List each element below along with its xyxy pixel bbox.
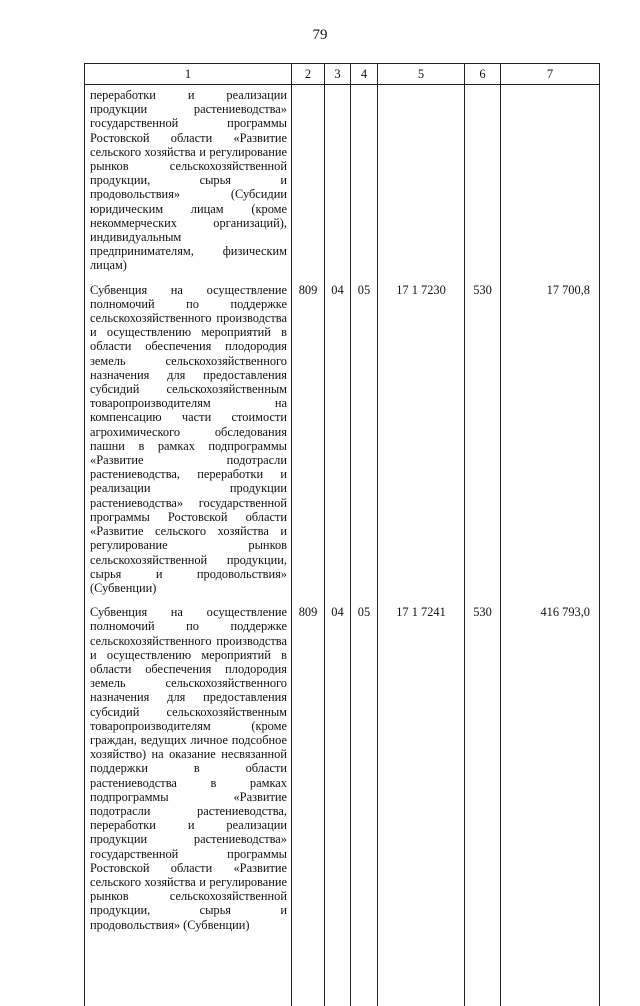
header-col-1: 1 xyxy=(85,64,292,85)
filler-cell xyxy=(351,946,378,1006)
row-name-text: Субвенция на осуществление полномочий по поддержке сельскохозяйственного производства и осуществлению мероприятий в области обеспечения плодородия земель сельскохозяйственного назначения для предоставления субсидий сельскохозяйственным товаропроизводителям (кроме граждан, ведущих личное подсобное хозяйство) на оказание несвязанной поддержки в области растениеводства в рамках подпрограммы «Развитие подотрасли растениеводства, переработки и реализации продукции растениеводства» государственной программы Ростовской области «Развитие сельского хозяйства и регулирование рынков сельскохозяйственной продукции, сырья и продовольствия» (Субвенции) xyxy=(90,605,287,932)
table-row xyxy=(85,85,600,273)
target-article-cell: 17 1 7230 xyxy=(378,273,465,595)
filler-cell xyxy=(501,946,600,1006)
page-number: 79 xyxy=(312,27,328,43)
header-col-2: 2 xyxy=(292,64,325,85)
header-col-6: 6 xyxy=(465,64,501,85)
table-filler-row xyxy=(85,946,600,1006)
expense-type-cell: 530 xyxy=(465,273,501,595)
amount-cell: 17 700,8 xyxy=(501,273,600,595)
filler-cell xyxy=(292,946,325,1006)
amount-cell xyxy=(501,85,600,273)
subsection-code-cell: 05 xyxy=(351,273,378,595)
filler-cell xyxy=(325,946,351,1006)
budget-table xyxy=(84,63,600,1006)
subsection-code-cell: 05 xyxy=(351,595,378,946)
ministry-code-cell xyxy=(292,85,325,273)
table-row xyxy=(85,595,600,946)
header-col-7: 7 xyxy=(501,64,600,85)
section-code-cell: 04 xyxy=(325,595,351,946)
filler-cell xyxy=(85,946,292,1006)
ministry-code-cell: 809 xyxy=(292,595,325,946)
header-col-4: 4 xyxy=(351,64,378,85)
header-col-3: 3 xyxy=(325,64,351,85)
header-col-5: 5 xyxy=(378,64,465,85)
target-article-cell: 17 1 7241 xyxy=(378,595,465,946)
expense-type-cell xyxy=(465,85,501,273)
ministry-code-cell: 809 xyxy=(292,273,325,595)
filler-cell xyxy=(465,946,501,1006)
subsection-code-cell xyxy=(351,85,378,273)
row-name-cell xyxy=(85,273,292,595)
expense-type-cell: 530 xyxy=(465,595,501,946)
row-name-cell xyxy=(85,595,292,946)
row-name-text: переработки и реализации продукции растениеводства» государственной программы Ростовской области «Развитие сельского хозяйства и регулирование рынков сельскохозяйственной продукции, сырья и продовольствия» (Субсидии юридическим лицам (кроме некоммерческих организаций), индивидуальным предпринимателям, физическим лицам) xyxy=(90,88,287,273)
table-row xyxy=(85,273,600,595)
target-article-cell xyxy=(378,85,465,273)
row-name-cell xyxy=(85,85,292,273)
header-row xyxy=(85,64,600,85)
amount-cell: 416 793,0 xyxy=(501,595,600,946)
section-code-cell xyxy=(325,85,351,273)
row-name-text: Субвенция на осуществление полномочий по поддержке сельскохозяйственного производства и осуществлению мероприятий в области обеспечения плодородия земель сельскохозяйственного назначения для предоставления субсидий сельскохозяйственным товаропроизводителям на компенсацию части стоимости агрохимического обследования пашни в рамках подпрограммы «Развитие подотрасли растениеводства, переработки и реализации продукции растениеводства» государственной программы Ростовской области «Развитие сельского хозяйства и регулирование рынков сельскохозяйственной продукции, сырья и продовольствия» (Субвенции) xyxy=(90,282,287,595)
section-code-cell: 04 xyxy=(325,273,351,595)
filler-cell xyxy=(378,946,465,1006)
